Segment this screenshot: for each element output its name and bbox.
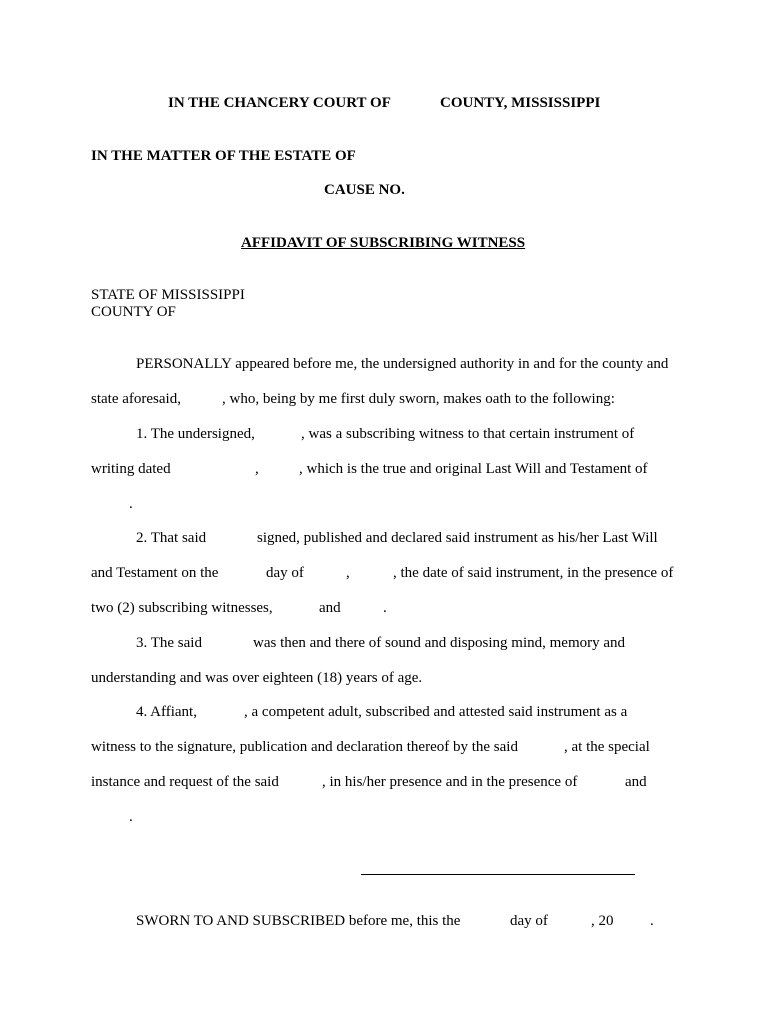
intro-line-1: PERSONALLY appeared before me, the undersigned authority in and for the county and [136, 356, 669, 372]
para2-line-2d: , the date of said instrument, in the presence of [393, 565, 674, 581]
court-heading-left: IN THE CHANCERY COURT OF [168, 95, 391, 111]
para3-line-1b: was then and there of sound and disposing mind, memory and [253, 635, 626, 651]
para2-line-2c: , [346, 565, 350, 581]
para1-line-2c: , which is the true and original Last Will and Testament of [299, 461, 648, 477]
sworn-line-a: SWORN TO AND SUBSCRIBED before me, this the [136, 913, 461, 929]
para2-line-2b: day of [266, 565, 304, 581]
para2-line-3c: . [383, 600, 387, 616]
document-title: AFFIDAVIT OF SUBSCRIBING WITNESS [241, 235, 526, 251]
para2-line-1a: 2. That said [136, 530, 207, 546]
estate-matter-heading: IN THE MATTER OF THE ESTATE OF [91, 148, 356, 164]
para4-line-2b: , at the special [564, 739, 650, 755]
para2-line-2a: and Testament on the [91, 565, 219, 581]
affiant-signature-line [361, 874, 635, 875]
para4-line-3a: instance and request of the said [91, 774, 279, 790]
para4-line-3b: , in his/her presence and in the presence of [322, 774, 578, 790]
sworn-line-d: . [650, 913, 654, 929]
para4-line-1a: 4. Affiant, [136, 704, 197, 720]
venue-county: COUNTY OF [91, 304, 176, 320]
sworn-line-b: day of [510, 913, 548, 929]
para2-line-1b: signed, published and declared said instrument as his/her Last Will [257, 530, 658, 546]
para4-line-3c: and [625, 774, 647, 790]
para4-line-4: . [129, 809, 133, 825]
para2-line-3b: and [319, 600, 341, 616]
para1-line-1b: , was a subscribing witness to that certain instrument of [301, 426, 635, 442]
para2-line-3a: two (2) subscribing witnesses, [91, 600, 273, 616]
intro-line-2b: , who, being by me first duly sworn, makes oath to the following: [222, 391, 615, 407]
para3-line-2: understanding and was over eighteen (18) years of age. [91, 670, 423, 686]
para3-line-1a: 3. The said [136, 635, 202, 651]
sworn-line-c: , 20 [591, 913, 614, 929]
court-heading-right: COUNTY, MISSISSIPPI [440, 95, 601, 111]
para4-line-1b: , a competent adult, subscribed and attested said instrument as a [244, 704, 628, 720]
para1-line-3: . [129, 496, 133, 512]
para4-line-2a: witness to the signature, publication and declaration thereof by the said [91, 739, 518, 755]
para1-line-2b: , [255, 461, 259, 477]
venue-state: STATE OF MISSISSIPPI [91, 287, 245, 303]
para1-line-2a: writing dated [91, 461, 171, 477]
intro-line-2a: state aforesaid, [91, 391, 181, 407]
cause-number-label: CAUSE NO. [324, 182, 405, 198]
para1-line-1a: 1. The undersigned, [136, 426, 255, 442]
